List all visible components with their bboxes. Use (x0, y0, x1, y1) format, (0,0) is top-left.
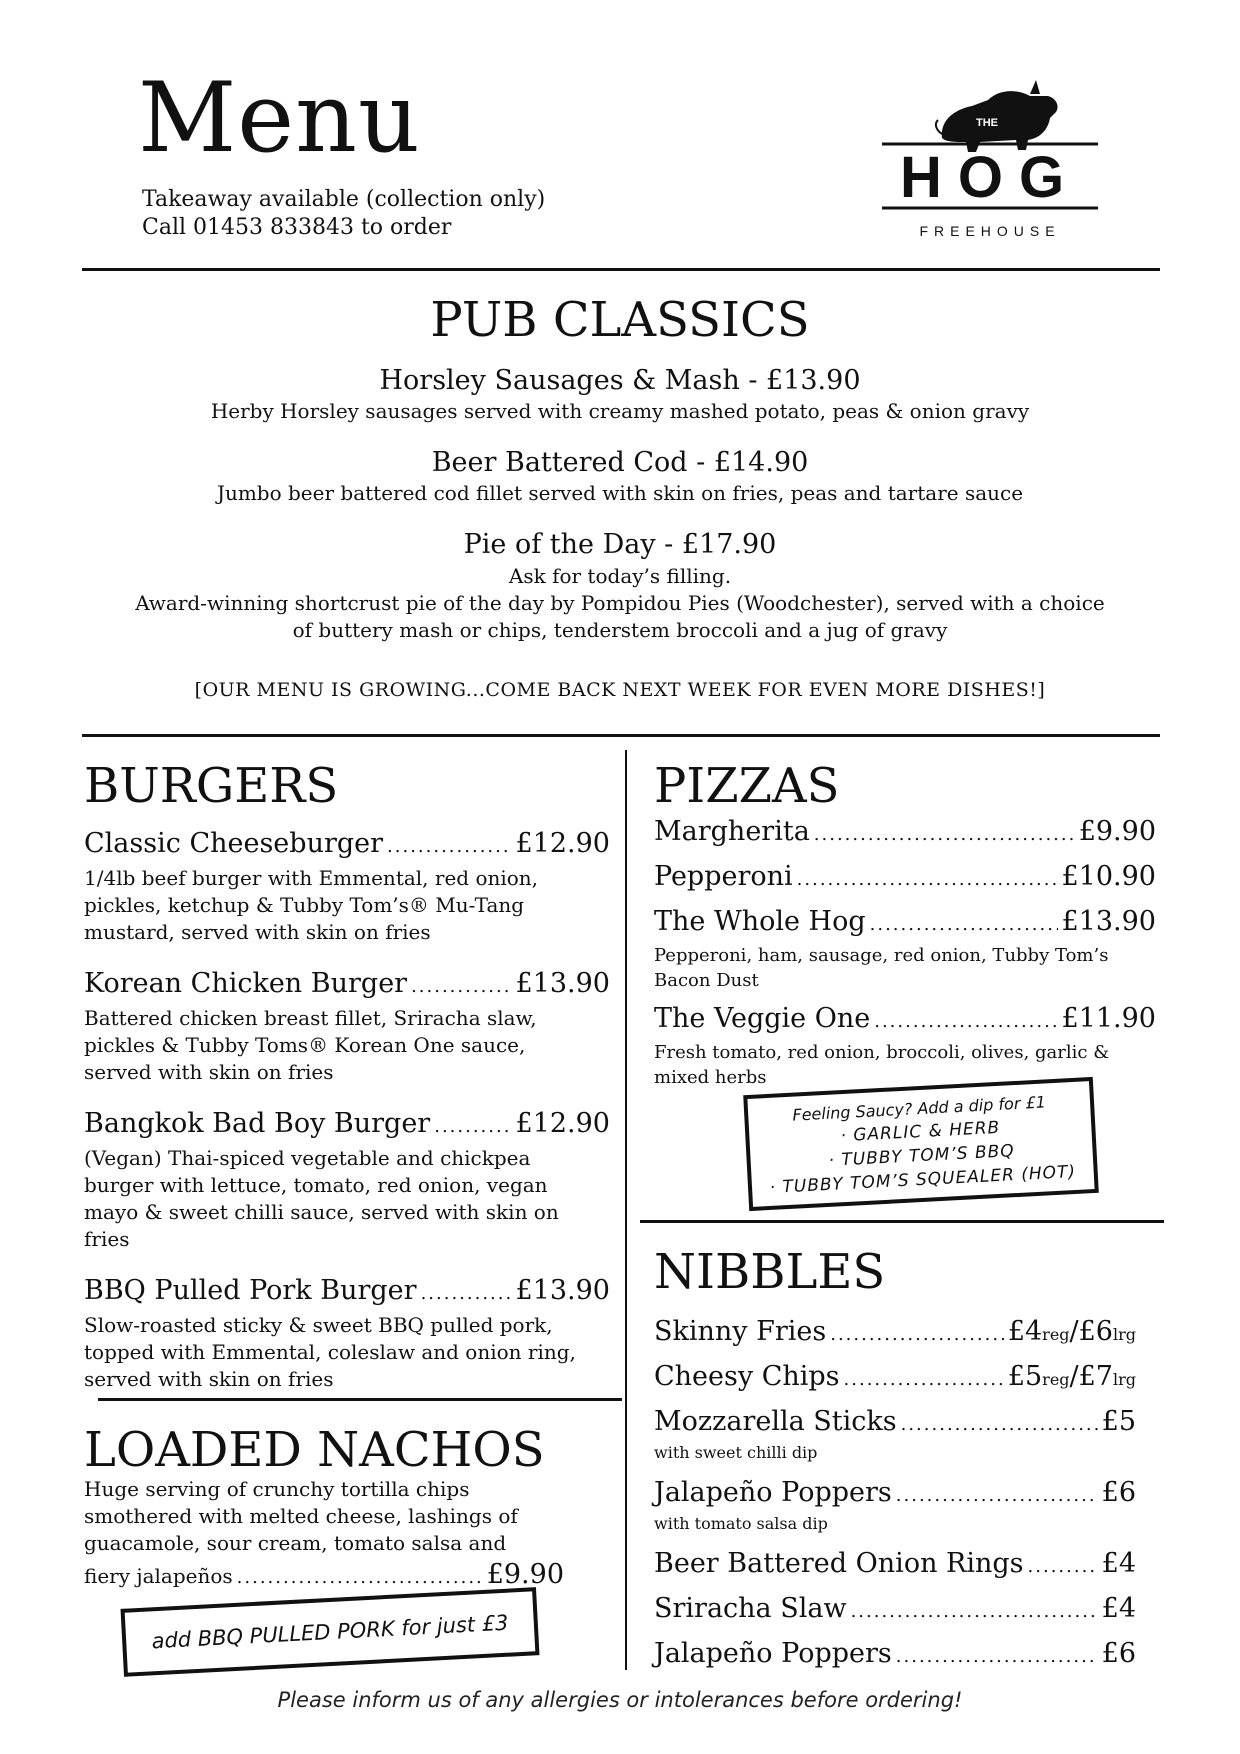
leader-dots (851, 1594, 1098, 1630)
item-price: £12.90 (515, 1108, 610, 1139)
item-name: Mozzarella Sticks (654, 1406, 897, 1437)
item-price: £13.90 (1061, 906, 1156, 937)
dip-option: · TUBBY TOM’S BBQ (828, 1141, 1016, 1171)
menu-item (84, 826, 610, 946)
item-name: Beer Battered Onion Rings (654, 1548, 1024, 1579)
menu-item (654, 1591, 1136, 1630)
nachos-block (84, 1476, 564, 1596)
allergy-notice: Please inform us of any allergies or intolerances before ordering! (277, 1688, 963, 1712)
dip-option: · GARLIC & HERB (840, 1117, 1001, 1147)
classics-divider (82, 734, 1160, 737)
item-desc: Battered chicken breast fillet, Sriracha slaw, (84, 1006, 537, 1030)
pizza-list (654, 814, 1156, 1090)
item-price: £10.90 (1061, 861, 1156, 892)
item-name: Sriracha Slaw (654, 1593, 847, 1624)
leader-dots (844, 1362, 1004, 1398)
item-desc: served with skin on fries (84, 1060, 334, 1084)
item-price: £9.90 (486, 1559, 564, 1590)
item-desc: mayo & sweet chilli sauce, served with skin on (84, 1200, 559, 1224)
item-name: Cheesy Chips (654, 1361, 840, 1392)
pub-classics-heading: PUB CLASSICS (430, 292, 810, 348)
classic-item-desc: of buttery mash or chips, tenderstem broccoli and a jug of gravy (292, 618, 948, 642)
item-price: £11.90 (1061, 1003, 1156, 1034)
addon-text: add BBQ PULLED PORK for just £3 (150, 1610, 510, 1654)
item-name: Margherita (654, 816, 810, 847)
menu-growing-notice: [OUR MENU IS GROWING...COME BACK NEXT WEEK FOR EVEN MORE DISHES!] (194, 679, 1046, 701)
item-price: £6 (1101, 1477, 1136, 1508)
item-desc: mixed herbs (654, 1067, 767, 1088)
item-price: £13.90 (515, 1275, 610, 1306)
item-price: £4 (1101, 1548, 1136, 1579)
item-price: £9.90 (1078, 816, 1156, 847)
dip-offer-box (743, 1077, 1099, 1211)
item-desc: Bacon Dust (654, 970, 759, 991)
menu-item (84, 1106, 610, 1253)
leader-dots (830, 1317, 1004, 1353)
menu-item (654, 904, 1156, 993)
item-desc: fries (84, 1227, 130, 1251)
item-desc: Huge serving of crunchy tortilla chips (84, 1477, 470, 1501)
logo-the-text: THE (976, 117, 998, 129)
hog-silhouette-icon (936, 80, 1058, 152)
burger-list (84, 826, 610, 1393)
burgers-heading: BURGERS (84, 758, 339, 814)
logo-freehouse-text: FREEHOUSE (919, 223, 1061, 239)
leader-dots (874, 1004, 1057, 1040)
item-desc: (Vegan) Thai-spiced vegetable and chickpea (84, 1146, 531, 1170)
item-price: £13.90 (515, 968, 610, 999)
item-name: Pepperoni (654, 861, 793, 892)
item-name: The Whole Hog (654, 906, 866, 937)
item-name: Korean Chicken Burger (84, 968, 408, 999)
leader-dots (434, 1109, 511, 1145)
classic-item-title: Pie of the Day - £17.90 (463, 529, 777, 560)
leader-dots (1028, 1549, 1098, 1585)
leader-dots (870, 907, 1058, 943)
menu-item (84, 1273, 610, 1393)
leader-dots (901, 1407, 1098, 1443)
item-desc: Fresh tomato, red onion, broccoli, olives, garlic & (654, 1042, 1110, 1063)
menu-item (654, 1314, 1136, 1353)
menu-item (654, 1636, 1136, 1675)
item-price: £4reg/£6lrg (1007, 1316, 1136, 1347)
leader-dots (896, 1639, 1098, 1675)
leader-dots (387, 829, 511, 865)
takeaway-note: Takeaway available (collection only) (142, 187, 546, 212)
item-price: £12.90 (515, 828, 610, 859)
item-name: Jalapeño Poppers (654, 1477, 892, 1508)
menu-item (84, 966, 610, 1086)
item-desc: guacamole, sour cream, tomato salsa and (84, 1531, 507, 1555)
classic-item-desc: Award-winning shortcrust pie of the day by Pompidou Pies (Woodchester), served with a choice (135, 591, 1105, 615)
item-desc: mustard, served with skin on fries (84, 920, 431, 944)
leader-dots (411, 969, 511, 1005)
item-price: £5reg/£7lrg (1007, 1361, 1136, 1392)
item-price: £4 (1101, 1593, 1136, 1624)
item-note: with sweet chilli dip (654, 1443, 818, 1462)
item-name: BBQ Pulled Pork Burger (84, 1275, 417, 1306)
item-note: with tomato salsa dip (654, 1514, 828, 1533)
item-desc: pickles & Tubby Toms® Korean One sauce, (84, 1033, 526, 1057)
item-desc: Slow-roasted sticky & sweet BBQ pulled pork, (84, 1313, 553, 1337)
column-divider (625, 750, 627, 1670)
classic-item-desc: Jumbo beer battered cod fillet served with skin on fries, peas and tartare sauce (216, 481, 1024, 505)
nachos-heading: LOADED NACHOS (84, 1422, 545, 1478)
menu-item (654, 859, 1156, 898)
dip-offer-title: Feeling Saucy? Add a dip for £1 (791, 1092, 1047, 1125)
nachos-addon-box (121, 1587, 540, 1677)
menu-item (654, 1475, 1136, 1534)
item-desc: smothered with melted cheese, lashings of (84, 1504, 518, 1528)
menu-item (654, 1359, 1136, 1398)
item-price: £5 (1101, 1406, 1136, 1437)
menu-item (654, 1546, 1136, 1585)
item-desc: Pepperoni, ham, sausage, red onion, Tubby Tom’s (654, 945, 1109, 966)
item-name: Bangkok Bad Boy Burger (84, 1108, 431, 1139)
logo-hog-text: HOG (899, 145, 1081, 210)
item-name: The Veggie One (654, 1003, 871, 1034)
dip-option: · TUBBY TOM’S SQUEALER (HOT) (769, 1161, 1077, 1198)
leader-dots (421, 1276, 512, 1312)
burgers-divider (98, 1398, 622, 1401)
item-desc: topped with Emmental, coleslaw and onion ring, (84, 1340, 576, 1364)
item-desc: pickles, ketchup & Tubby Tom’s® Mu-Tang (84, 893, 525, 917)
menu-item (654, 1404, 1136, 1463)
leader-dots (814, 817, 1075, 853)
item-name: Jalapeño Poppers (654, 1638, 892, 1669)
item-name: Skinny Fries (654, 1316, 827, 1347)
item-name: fiery jalapeños (84, 1564, 233, 1588)
nibbles-heading: NIBBLES (654, 1244, 886, 1300)
classic-item-desc: Ask for today’s filling. (508, 564, 732, 588)
classic-item-desc: Herby Horsley sausages served with creamy mashed potato, peas & onion gravy (210, 399, 1030, 423)
item-price: £6 (1101, 1638, 1136, 1669)
nibbles-list (654, 1314, 1136, 1675)
item-name: Classic Cheeseburger (84, 828, 384, 859)
header-divider (82, 268, 1160, 271)
leader-dots (797, 862, 1058, 898)
item-desc: burger with lettuce, tomato, red onion, vegan (84, 1173, 548, 1197)
menu-item (654, 814, 1156, 853)
item-desc: 1/4lb beef burger with Emmental, red onion, (84, 866, 539, 890)
page-title: Menu (138, 62, 421, 174)
leader-dots (896, 1478, 1098, 1514)
hog-logo (880, 60, 1100, 250)
item-desc: served with skin on fries (84, 1367, 334, 1391)
leader-dots (237, 1560, 483, 1596)
phone-order-note: Call 01453 833843 to order (142, 215, 452, 240)
classic-item-title: Beer Battered Cod - £14.90 (431, 447, 809, 478)
pizzas-divider (640, 1220, 1164, 1223)
classic-item-title: Horsley Sausages & Mash - £13.90 (379, 365, 861, 396)
pizzas-heading: PIZZAS (654, 758, 840, 814)
